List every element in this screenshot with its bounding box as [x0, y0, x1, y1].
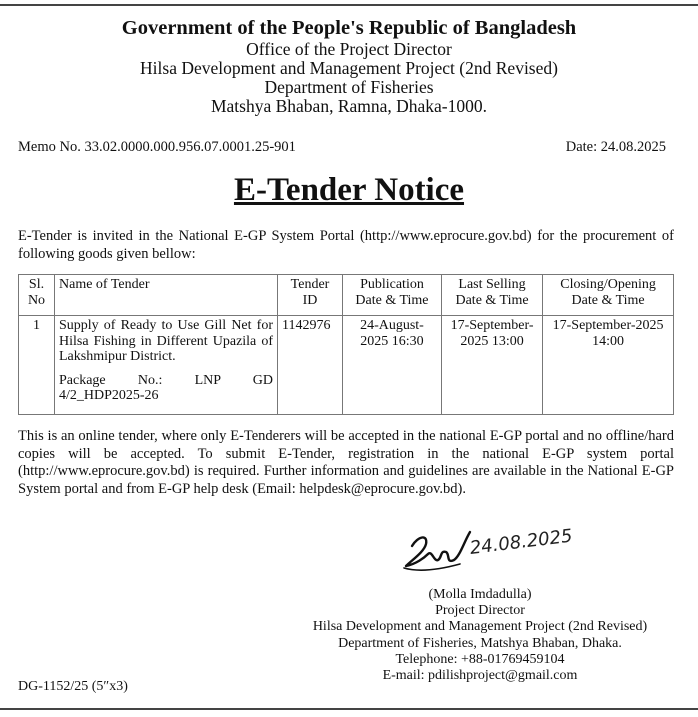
- col-header-name: Name of Tender: [55, 275, 278, 316]
- top-rule: [0, 4, 698, 6]
- col-header-closing: Closing/Opening Date & Time: [543, 275, 674, 316]
- tender-name: Supply of Ready to Use Gill Net for Hilsa Fishing in Different Upazila of Lakshmipur District.: [59, 318, 273, 364]
- cell-last-selling: 17-September-2025 13:00: [441, 316, 542, 415]
- signatory-project: Hilsa Development and Management Project (2nd Revised): [312, 619, 648, 635]
- cell-tender-id: 1142976: [278, 316, 343, 415]
- dg-code: DG-1152/25 (5″x3): [18, 679, 128, 694]
- signatory-telephone: Telephone: +88-01769459104: [395, 651, 565, 667]
- letterhead: [0, 16, 698, 116]
- notice-title: E-Tender Notice: [233, 172, 465, 208]
- handwritten-date: 24.08.2025: [468, 525, 574, 559]
- signatory-name: (Molla Imdadulla): [428, 587, 532, 602]
- project-line: Hilsa Development and Management Project (2nd Revised): [140, 58, 558, 78]
- table-header-row: [19, 275, 674, 316]
- col-header-last-selling: Last Selling Date & Time: [441, 275, 542, 316]
- government-heading: Government of the People's Republic of Bangladesh: [121, 17, 577, 39]
- signatory-department: Department of Fisheries, Matshya Bhaban, Dhaka.: [338, 635, 622, 651]
- col-header-tender-id: Tender ID: [278, 275, 343, 316]
- address-line: Matshya Bhaban, Ramna, Dhaka-1000.: [210, 96, 488, 116]
- signatory-designation: Project Director: [435, 603, 525, 619]
- table-row: [19, 316, 674, 415]
- signature-block: [280, 587, 680, 684]
- memo-number: Memo No. 33.02.0000.000.956.07.0001.25-901: [18, 139, 296, 155]
- intro-paragraph: E-Tender is invited in the National E-GP System Portal (http://www.eprocure.gov.bd) for the procurement of following goods given bellow:: [18, 228, 674, 262]
- tender-table: [18, 274, 674, 415]
- bottom-rule: [0, 708, 698, 710]
- cell-closing: 17-September-2025 14:00: [543, 316, 674, 415]
- cell-name: [55, 316, 278, 415]
- package-number: Package No.: LNP GD 4/2_HDP2025-26: [59, 372, 273, 403]
- cell-publication: 24-August-2025 16:30: [343, 316, 442, 415]
- col-header-publication: Publication Date & Time: [343, 275, 442, 316]
- department-line: Department of Fisheries: [264, 77, 434, 97]
- notice-date: Date: 24.08.2025: [565, 139, 666, 155]
- cell-sl: 1: [19, 316, 55, 415]
- office-line: Office of the Project Director: [246, 39, 452, 59]
- instructions-paragraph: This is an online tender, where only E-Tenderers will be accepted in the national E-GP portal and no offline/hard copies will be accepted. To submit E-Tender, registration in the national E-GP system portal (http://www.eprocure.gov.bd) is required. Further information and guidelines are available in the National E-GP System portal and from E-GP help desk (Email: helpdesk@eprocure.gov.bd).: [18, 428, 674, 497]
- signatory-email: E-mail: pdilishproject@gmail.com: [382, 668, 578, 684]
- col-header-sl: Sl. No: [19, 275, 55, 316]
